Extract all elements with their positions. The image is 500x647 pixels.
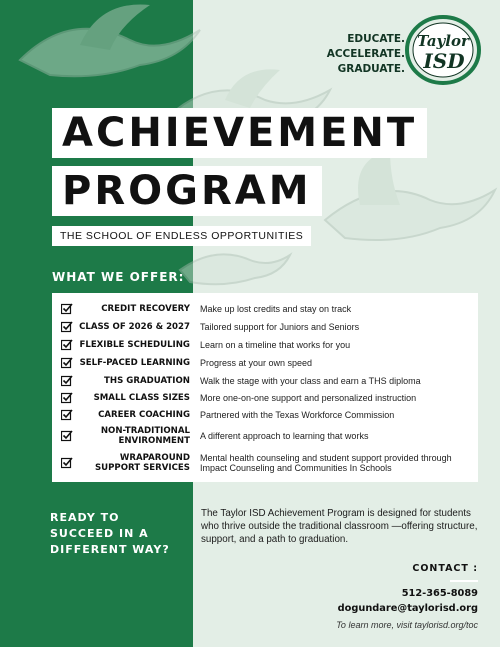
svg-text:Taylor: Taylor bbox=[417, 32, 469, 50]
offer-item-desc: Partnered with the Texas Workforce Commission bbox=[200, 410, 395, 420]
offer-item-label: CLASS OF 2026 & 2027 bbox=[79, 322, 190, 332]
offer-item-label: THS GRADUATION bbox=[104, 376, 190, 386]
offer-item-label: SELF-PACED LEARNING bbox=[79, 358, 190, 368]
checkbox-checked-icon bbox=[61, 357, 73, 369]
call-to-action bbox=[50, 510, 190, 558]
goose-illustration-icon bbox=[320, 150, 500, 260]
checkbox-checked-icon bbox=[61, 339, 73, 351]
taylor-isd-logo bbox=[404, 14, 482, 86]
svg-text:ISD: ISD bbox=[423, 49, 465, 73]
checkbox-checked-icon bbox=[61, 457, 73, 469]
checkbox-checked-icon bbox=[61, 303, 73, 315]
learn-more-text: To learn more, visit taylorisd.org/toc bbox=[336, 620, 478, 630]
offer-item-label: NON-TRADITIONAL ENVIRONMENT bbox=[100, 426, 190, 446]
offer-item-desc: Tailored support for Juniors and Seniors bbox=[200, 322, 360, 332]
checkbox-checked-icon bbox=[61, 375, 73, 387]
offer-item-label: FLEXIBLE SCHEDULING bbox=[79, 340, 190, 350]
page-title-line-1: ACHIEVEMENT bbox=[52, 108, 427, 158]
offer-item-desc: Progress at your own speed bbox=[200, 358, 313, 368]
cta-line: DIFFERENT WAY? bbox=[50, 543, 170, 556]
contact-label: CONTACT : bbox=[412, 563, 478, 574]
checkbox-checked-icon bbox=[61, 409, 73, 421]
offer-item bbox=[52, 408, 478, 422]
contact-divider bbox=[450, 580, 478, 582]
offer-item-label: WRAPAROUND SUPPORT SERVICES bbox=[94, 453, 190, 473]
offer-list-card bbox=[52, 293, 478, 482]
offer-item bbox=[52, 356, 478, 370]
offer-heading: WHAT WE OFFER: bbox=[52, 270, 185, 284]
tagline-line: GRADUATE. bbox=[337, 63, 405, 75]
offer-item bbox=[52, 374, 478, 388]
contact-email[interactable]: dogundare@taylorisd.org bbox=[337, 603, 478, 614]
offer-item-desc: Make up lost credits and stay on track bbox=[200, 304, 352, 314]
cta-line: SUCCEED IN A bbox=[50, 527, 149, 540]
tagline bbox=[325, 32, 405, 77]
offer-item-label: CAREER COACHING bbox=[98, 410, 190, 420]
tagline-line: ACCELERATE. bbox=[326, 48, 405, 60]
offer-item-desc: Walk the stage with your class and earn a THS diploma bbox=[200, 376, 421, 386]
offer-item bbox=[52, 302, 478, 316]
offer-item-desc: Mental health counseling and student support provided through Impact Counseling and Communities In Schools bbox=[200, 453, 452, 473]
offer-item-desc: More one-on-one support and personalized instruction bbox=[200, 393, 417, 403]
checkbox-checked-icon bbox=[61, 392, 73, 404]
contact-phone[interactable]: 512-365-8089 bbox=[401, 588, 478, 599]
page-title-line-2: PROGRAM bbox=[52, 166, 322, 216]
tagline-line: EDUCATE. bbox=[347, 33, 405, 45]
offer-item-label: CREDIT RECOVERY bbox=[101, 304, 190, 314]
offer-item-desc: A different approach to learning that works bbox=[200, 431, 369, 441]
offer-item bbox=[52, 452, 478, 474]
offer-item bbox=[52, 391, 478, 405]
program-description: The Taylor ISD Achievement Program is designed for students who thrive outside the traditional classroom —offering structure, support, and a path to graduation. bbox=[201, 508, 478, 545]
offer-item bbox=[52, 320, 478, 334]
page-subtitle: THE SCHOOL OF ENDLESS OPPORTUNITIES bbox=[52, 226, 311, 246]
offer-item bbox=[52, 338, 478, 352]
offer-item-desc: Learn on a timeline that works for you bbox=[200, 340, 351, 350]
offer-item-label: SMALL CLASS SIZES bbox=[93, 393, 190, 403]
checkbox-checked-icon bbox=[61, 321, 73, 333]
offer-item bbox=[52, 425, 478, 447]
checkbox-checked-icon bbox=[61, 430, 73, 442]
cta-line: READY TO bbox=[50, 511, 120, 524]
